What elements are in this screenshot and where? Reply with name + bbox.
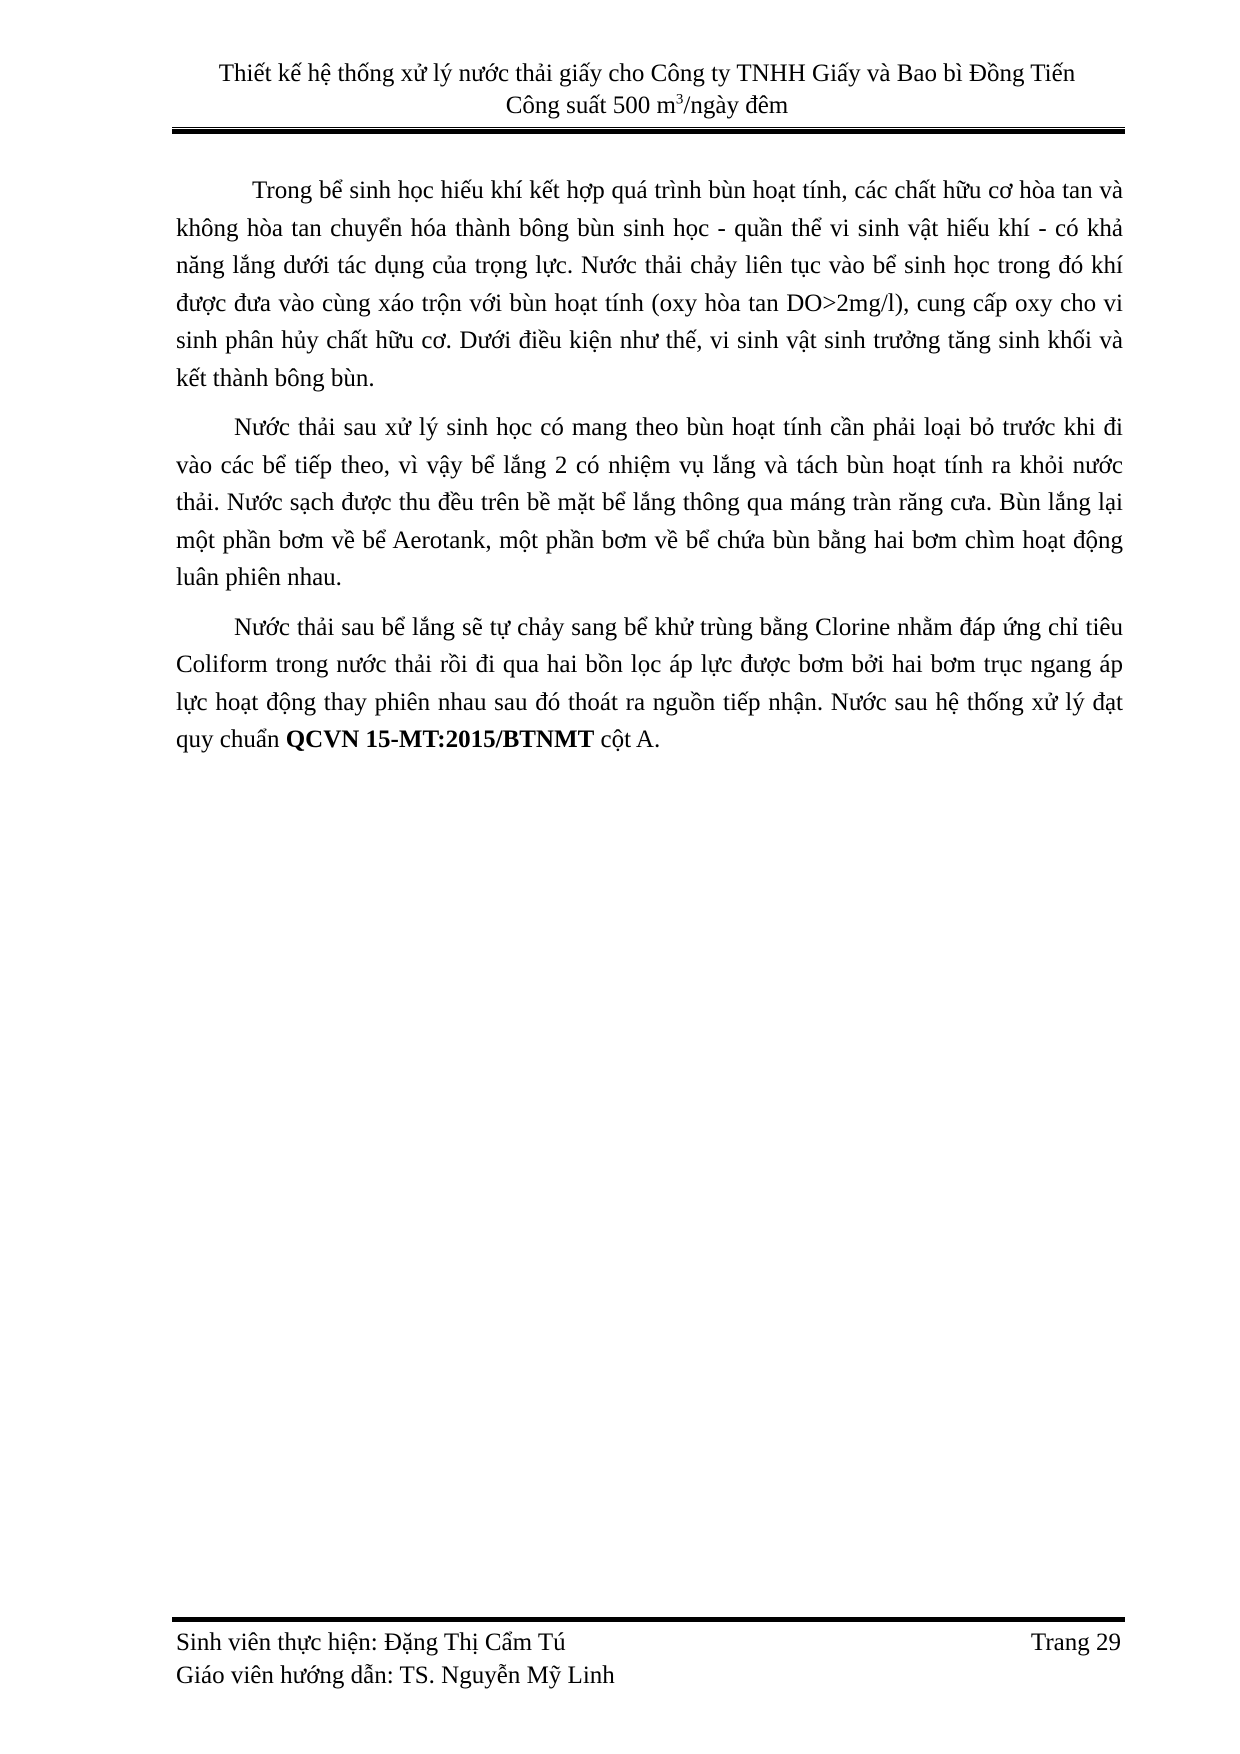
page-footer <box>176 1626 1121 1692</box>
header-capacity <box>172 90 1122 122</box>
footer-advisor: Giáo viên hướng dẫn: TS. Nguyễn Mỹ Linh <box>176 1662 615 1689</box>
paragraph-1: Trong bể sinh học hiếu khí kết hợp quá trình bùn hoạt tính, các chất hữu cơ hòa tan và không hòa tan chuyển hóa thành bông bùn sinh học - quần thể vi sinh vật hiếu khí - có khả năng lắng dưới tác dụng của trọng lực. Nước thải chảy liên tục vào bể sinh học trong đó khí được đưa vào cùng xáo trộn với bùn hoạt tính (oxy hòa tan DO>2mg/l), cung cấp oxy cho vi sinh phân hủy chất hữu cơ. Dưới điều kiện như thế, vi sinh vật sinh trưởng tăng sinh khối và kết thành bông bùn. <box>176 177 1123 392</box>
standard-code: QCVN 15-MT:2015/BTNMT <box>285 726 595 753</box>
header-rule <box>172 129 1125 134</box>
header-capacity-prefix: Công suất 500 m <box>505 92 676 119</box>
paragraph-3-text: Nước thải sau bể lắng sẽ tự chảy sang bể khử trùng bằng Clorine nhằm đáp ứng chỉ tiêu Coliform trong nước thải rồi đi qua hai bồn lọc áp lực được bơm bởi hai bơm trục ngang áp lực hoạt động thay phiên nhau sau đó thoát ra nguồn tiếp nhận. Nước sau hệ thống xử lý đạt quy chuẩn <box>176 613 1123 753</box>
footer-row-2 <box>176 1659 1121 1692</box>
paragraph-3-end: cột A. <box>594 726 661 753</box>
paragraph-2: Nước thải sau xử lý sinh học có mang theo bùn hoạt tính cần phải loại bỏ trước khi đi vào các bể tiếp theo, vì vậy bể lắng 2 có nhiệm vụ lắng và tách bùn hoạt tính ra khỏi nước thải. Nước sạch được thu đều trên bề mặt bể lắng thông qua máng tràn răng cưa. Bùn lắng lại một phần bơm về bể Aerotank, một phần bơm về bể chứa bùn bằng hai bơm chìm hoạt động luân phiên nhau. <box>176 414 1123 591</box>
body-text <box>176 172 1123 771</box>
footer-row-1 <box>176 1626 1121 1659</box>
footer-student: Sinh viên thực hiện: Đặng Thị Cẩm Tú <box>176 1629 566 1656</box>
footer-rule <box>172 1617 1125 1622</box>
header-title: Thiết kế hệ thống xử lý nước thải giấy cho Công ty TNHH Giấy và Bao bì Đồng Tiến <box>218 60 1076 87</box>
header-capacity-superscript: 3 <box>675 91 684 108</box>
header-capacity-suffix: /ngày đêm <box>683 92 789 119</box>
page-number: Trang 29 <box>1030 1629 1121 1656</box>
paragraph-3 <box>176 609 1123 759</box>
page-header <box>172 58 1122 122</box>
header-rule-thin <box>172 127 1125 128</box>
